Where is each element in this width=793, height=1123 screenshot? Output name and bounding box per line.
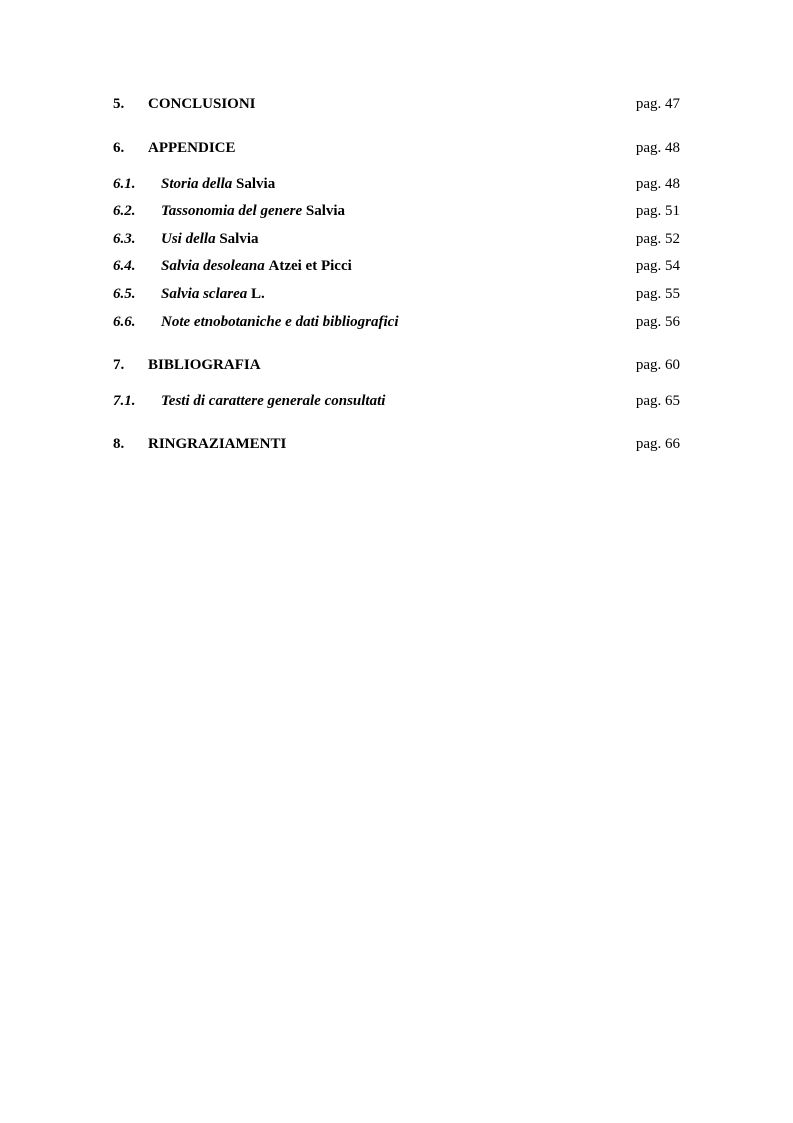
toc-entry-number: 6.4.: [113, 258, 136, 274]
toc-entry-7: [113, 355, 680, 375]
toc-entry-page: pag. 54: [635, 258, 680, 274]
toc-entry-page: pag. 66: [635, 436, 680, 452]
toc-title-part: RINGRAZIAMENTI: [148, 436, 287, 452]
toc-entry-title: [161, 284, 265, 304]
toc-entry-5: [113, 94, 680, 114]
toc-title-part: Salvia: [236, 176, 276, 192]
toc-entry-6-5: [113, 284, 680, 304]
toc-entry-6-3: [113, 229, 680, 249]
toc-entry-number: 6.1.: [113, 176, 136, 192]
toc-entry-6: [113, 138, 680, 158]
toc-title-part: BIBLIOGRAFIA: [148, 357, 261, 373]
toc-entry-page: pag. 56: [635, 314, 680, 330]
toc-title-part: Storia della: [161, 176, 237, 192]
toc-entry-number: 7.: [113, 357, 125, 373]
toc-entry-title: [161, 229, 259, 249]
toc-entry-page: pag. 65: [635, 393, 680, 409]
toc-title-part: Salvia: [219, 231, 259, 247]
toc-title-part: Salvia desoleana: [161, 258, 269, 274]
toc-entry-title: [161, 391, 385, 411]
toc-entry-number: 6.: [113, 140, 125, 156]
toc-title-part: Testi di carattere generale consultati: [161, 393, 386, 409]
toc-entry-title: [161, 312, 398, 332]
toc-title-part: Salvia: [305, 203, 346, 219]
toc-entry-title: [148, 434, 286, 454]
toc-entry-title: [148, 94, 256, 114]
toc-entry-7-1: [113, 391, 680, 411]
toc-title-part: Salvia sclarea: [161, 286, 251, 302]
toc-entry-title: [161, 174, 275, 194]
toc-entry-page: pag. 51: [635, 203, 680, 219]
toc-title-part: Usi della: [161, 231, 220, 247]
toc-entry-number: 6.2.: [113, 203, 136, 219]
toc-entry-title: [148, 355, 261, 375]
toc-entry-8: [113, 434, 680, 454]
toc-entry-page: pag. 55: [635, 286, 680, 302]
toc-entry-6-4: [113, 256, 680, 276]
toc-entry-page: pag. 52: [635, 231, 680, 247]
toc-entry-number: 6.3.: [113, 231, 136, 247]
toc-entry-number: 8.: [113, 436, 125, 452]
toc-entry-number: 5.: [113, 96, 125, 112]
toc-entry-6-1: [113, 174, 680, 194]
toc-entry-page: pag. 48: [635, 140, 680, 156]
toc-entry-title: [161, 256, 352, 276]
toc-entry-6-6: [113, 312, 680, 332]
toc-title-part: L.: [251, 286, 265, 302]
toc-title-part: CONCLUSIONI: [148, 96, 256, 112]
toc-entry-title: [148, 138, 236, 158]
toc-title-part: APPENDICE: [148, 140, 236, 156]
toc-title-part: Atzei et Picci: [268, 258, 352, 274]
toc-entry-number: 7.1.: [113, 393, 136, 409]
toc-entry-page: pag. 47: [635, 96, 680, 112]
toc-entry-page: pag. 60: [635, 357, 680, 373]
toc-title-part: Tassonomia del genere: [161, 203, 306, 219]
toc-entry-number: 6.5.: [113, 286, 136, 302]
toc-entry-number: 6.6.: [113, 314, 136, 330]
toc-entry-6-2: [113, 201, 680, 221]
toc-entry-title: [161, 201, 345, 221]
toc-entry-page: pag. 48: [635, 176, 680, 192]
toc-title-part: Note etnobotaniche e dati bibliografici: [161, 314, 399, 330]
